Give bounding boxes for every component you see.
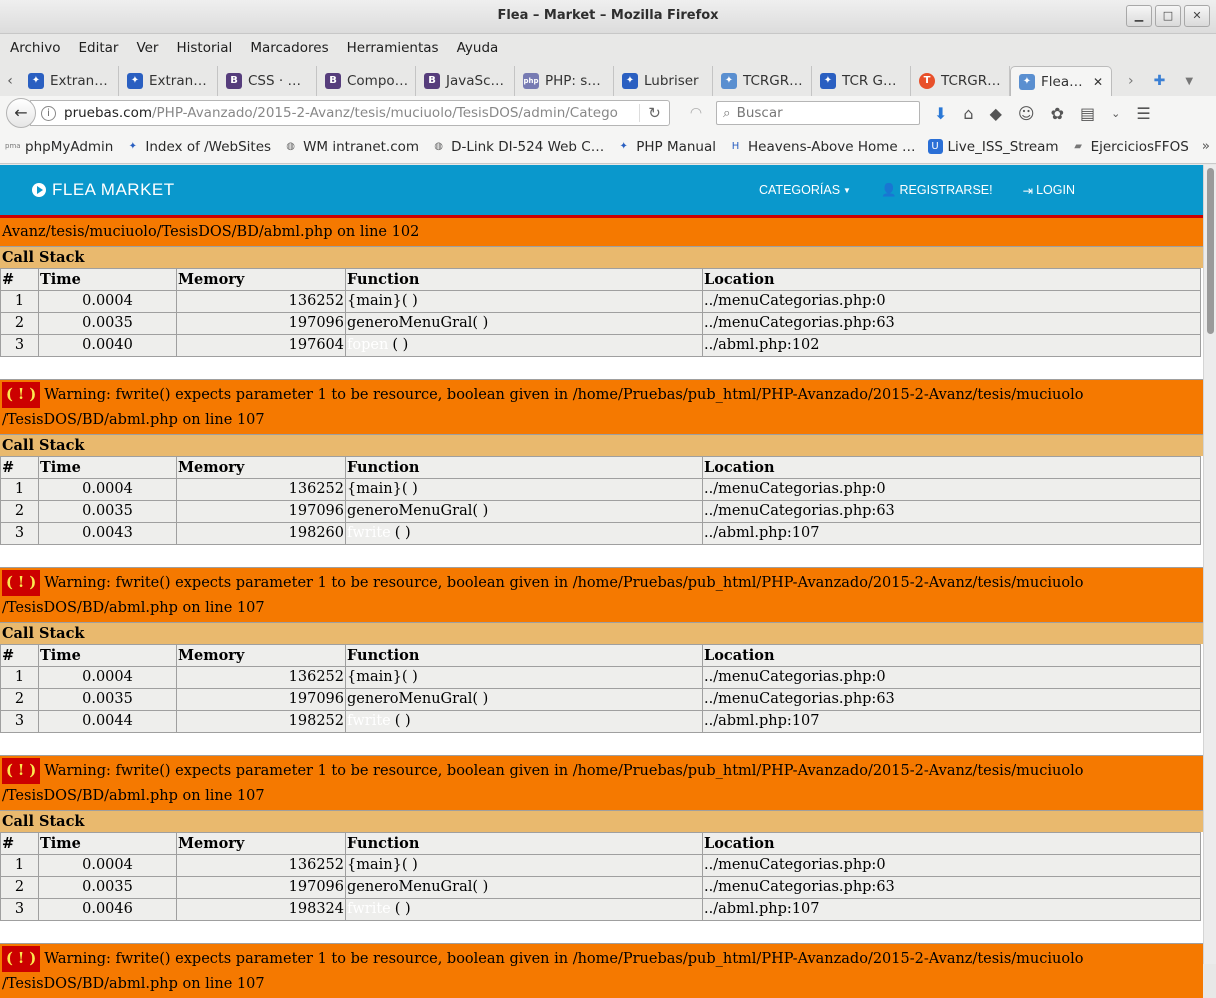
error-message: Warning: fwrite() expects parameter 1 to be resource, boolean given in /home/Pruebas/pub_html/PHP-Avanzado/2015-2-Avanz/tesis/muciuolo /TesisDOS/BD/abml.php on line 107 <box>2 951 1084 992</box>
table-cell: {main}( ) <box>346 291 703 313</box>
tabs-scroll-right-icon[interactable]: › <box>1128 73 1134 89</box>
error-header <box>0 379 1203 434</box>
bookmark-7[interactable] <box>1071 139 1189 155</box>
pma-icon: pma <box>5 142 21 150</box>
table-cell: 1 <box>1 855 39 877</box>
column-header: Memory <box>177 833 346 855</box>
tab-bar <box>0 62 1216 96</box>
table-header-row <box>1 645 1201 667</box>
table-row <box>1 877 1201 899</box>
menu-herramientas[interactable]: Herramientas <box>346 40 439 56</box>
table-cell: 198324 <box>177 899 346 921</box>
scrollbar-thumb[interactable] <box>1207 168 1214 334</box>
function-suffix: ( ) <box>394 525 411 541</box>
table-row <box>1 689 1201 711</box>
function-name: fwrite <box>347 525 391 541</box>
column-header: Time <box>39 645 177 667</box>
table-cell: generoMenuGral( ) <box>346 313 703 335</box>
caret-down-icon: ▼ <box>843 185 851 195</box>
table-cell: 0.0046 <box>39 899 177 921</box>
bookmark-label: Index of /WebSites <box>145 138 272 155</box>
login-icon: ⇥ <box>1022 183 1034 198</box>
tab-label: TCR G… <box>842 73 897 89</box>
bookmark-label: WM intranet.com <box>303 138 420 155</box>
menu-editar[interactable]: Editar <box>78 40 119 56</box>
table-row <box>1 667 1201 689</box>
bird-light-icon: ✦ <box>1019 74 1035 90</box>
close-window-button[interactable]: ✕ <box>1184 5 1210 27</box>
column-header: Location <box>703 457 1201 479</box>
table-cell: 3 <box>1 335 39 357</box>
table-cell: generoMenuGral( ) <box>346 689 703 711</box>
table-row <box>1 291 1201 313</box>
nav-registrarse[interactable] <box>881 183 993 198</box>
vertical-scrollbar[interactable] <box>1203 165 1216 964</box>
table-cell: 0.0035 <box>39 501 177 523</box>
table-cell <box>346 899 703 921</box>
bookmark-label: EjerciciosFFOS <box>1090 138 1189 155</box>
table-cell <box>346 711 703 733</box>
table-cell: ../abml.php:107 <box>703 523 1201 545</box>
table-cell: 136252 <box>177 855 346 877</box>
table-cell: {main}( ) <box>346 855 703 877</box>
table-cell: 0.0004 <box>39 291 177 313</box>
column-header: Function <box>346 833 703 855</box>
ustream-icon: U <box>928 139 943 154</box>
tab-label: JavaSc… <box>446 73 505 89</box>
table-cell: ../menuCategorias.php:0 <box>703 291 1201 313</box>
back-button[interactable]: ← <box>6 98 36 128</box>
column-header: # <box>1 645 39 667</box>
php-errors <box>0 215 1203 998</box>
menu-archivo[interactable]: Archivo <box>10 40 61 56</box>
column-header: Location <box>703 833 1201 855</box>
warning-icon: ( ! ) <box>2 946 40 972</box>
table-cell: 136252 <box>177 667 346 689</box>
bookmark-1[interactable] <box>125 139 271 155</box>
table-cell: 197096 <box>177 501 346 523</box>
table-cell: 3 <box>1 523 39 545</box>
table-cell: ../abml.php:107 <box>703 711 1201 733</box>
error-message: Warning: fwrite() expects parameter 1 to be resource, boolean given in /home/Pruebas/pub_html/PHP-Avanzado/2015-2-Avanz/tesis/muciuolo /TesisDOS/BD/abml.php on line 107 <box>2 575 1084 616</box>
call-stack-label: Call Stack <box>0 622 1203 644</box>
column-header: Time <box>39 457 177 479</box>
function-suffix: ( ) <box>394 901 411 917</box>
tab-7[interactable] <box>713 66 812 96</box>
column-header: Function <box>346 269 703 291</box>
table-row <box>1 899 1201 921</box>
table-cell: 198252 <box>177 711 346 733</box>
tab-8[interactable] <box>812 66 911 96</box>
tabs-scroll-left-icon[interactable]: ‹ <box>7 73 13 89</box>
site-header <box>0 165 1203 215</box>
function-suffix: ( ) <box>392 337 409 353</box>
blue-bird-icon: ✦ <box>28 73 44 89</box>
call-stack-table <box>0 644 1201 733</box>
warning-icon: ( ! ) <box>2 382 40 408</box>
bookmark-0[interactable] <box>5 139 113 155</box>
table-cell: 0.0004 <box>39 667 177 689</box>
navigation-toolbar <box>0 96 1216 130</box>
menu-ayuda[interactable]: Ayuda <box>456 40 499 56</box>
tab-5[interactable] <box>515 66 614 96</box>
table-cell: 197096 <box>177 877 346 899</box>
error-spacer <box>0 733 1203 755</box>
table-cell: ../menuCategorias.php:63 <box>703 689 1201 711</box>
bird-light-icon: ✦ <box>721 73 737 89</box>
table-cell: 136252 <box>177 479 346 501</box>
table-cell: 2 <box>1 313 39 335</box>
tab-list-icon[interactable]: ▼ <box>1185 75 1194 87</box>
bookmark-label: Heavens-Above Home … <box>748 138 916 155</box>
function-name: fopen <box>347 337 389 353</box>
bookmark-label: phpMyAdmin <box>25 138 114 155</box>
bookmark-label: PHP Manual <box>636 138 717 155</box>
error-header <box>0 215 1203 246</box>
column-header: # <box>1 457 39 479</box>
call-stack-label: Call Stack <box>0 434 1203 456</box>
table-row <box>1 501 1201 523</box>
menu-ver[interactable]: Ver <box>136 40 159 56</box>
chat-icon[interactable]: ☺ <box>1017 103 1035 123</box>
table-cell: 0.0043 <box>39 523 177 545</box>
call-stack-table <box>0 832 1201 921</box>
tab-label: Flea… <box>1041 73 1083 90</box>
maximize-button[interactable]: □ <box>1155 5 1181 27</box>
nav-registrarse-label: REGISTRARSE! <box>899 183 993 197</box>
tab-label: PHP: s… <box>545 73 601 89</box>
table-cell: ../menuCategorias.php:63 <box>703 877 1201 899</box>
tab-4[interactable] <box>416 66 515 96</box>
table-row <box>1 479 1201 501</box>
table-row <box>1 313 1201 335</box>
tab-10[interactable] <box>1010 66 1112 96</box>
blue-bird-icon: ✦ <box>127 73 143 89</box>
table-cell: generoMenuGral( ) <box>346 501 703 523</box>
table-cell: ../abml.php:102 <box>703 335 1201 357</box>
bookmarks-overflow-icon[interactable]: » <box>1201 138 1210 154</box>
menu-marcadores[interactable]: Marcadores <box>250 40 329 56</box>
column-header: Location <box>703 269 1201 291</box>
pocket-icon[interactable]: ◆ <box>989 103 1002 123</box>
nav-categorias[interactable] <box>759 183 851 198</box>
bootstrap-icon: B <box>424 73 440 89</box>
search-input[interactable] <box>716 101 920 125</box>
function-name: fwrite <box>347 713 391 729</box>
table-cell: generoMenuGral( ) <box>346 877 703 899</box>
function-name: fwrite <box>347 901 391 917</box>
tab-0[interactable] <box>20 66 119 96</box>
error-spacer <box>0 545 1203 567</box>
bootstrap-icon: B <box>226 73 242 89</box>
bookmark-label: D-Link DI-524 Web C… <box>451 138 605 155</box>
addon-icon[interactable]: ✿ <box>1050 103 1064 123</box>
table-cell: 0.0044 <box>39 711 177 733</box>
table-cell: 136252 <box>177 291 346 313</box>
globe-icon: ◍ <box>434 141 443 152</box>
table-cell <box>346 335 703 357</box>
url-path: /PHP-Avanzado/2015-2-Avanz/tesis/muciuolo/TesisDOS/admin/Catego <box>151 105 618 121</box>
reload-icon[interactable]: ↻ <box>639 104 669 122</box>
blue-bird-icon: ✦ <box>619 141 628 152</box>
error-header <box>0 943 1203 998</box>
table-cell: 1 <box>1 479 39 501</box>
chevron-down-icon[interactable]: ⌄ <box>1111 106 1121 120</box>
blue-bird-icon: ✦ <box>622 73 638 89</box>
rss-icon[interactable]: ◠ <box>689 105 703 121</box>
table-row <box>1 335 1201 357</box>
tab-label: CSS · … <box>248 73 301 89</box>
column-header: Memory <box>177 457 346 479</box>
bookmark-2[interactable] <box>283 139 419 155</box>
function-suffix: ( ) <box>394 713 411 729</box>
tab-label: TCRGR… <box>941 73 1001 89</box>
error-message: Warning: fwrite() expects parameter 1 to be resource, boolean given in /home/Pruebas/pub_html/PHP-Avanzado/2015-2-Avanz/tesis/muciuolo /TesisDOS/BD/abml.php on line 107 <box>2 387 1084 428</box>
search-icon: ⌕ <box>723 105 731 121</box>
column-header: Time <box>39 833 177 855</box>
table-cell: 197096 <box>177 689 346 711</box>
t-circle-icon: T <box>919 73 935 89</box>
table-row <box>1 855 1201 877</box>
call-stack-table <box>0 456 1201 545</box>
table-row <box>1 523 1201 545</box>
warning-icon: ( ! ) <box>2 758 40 784</box>
window-title: Flea – Market – Mozilla Firefox <box>497 8 719 23</box>
folder-icon: ▰ <box>1074 141 1082 152</box>
clipboard-icon[interactable]: ▤ <box>1079 103 1096 123</box>
tab-6[interactable] <box>614 66 713 96</box>
tab-2[interactable] <box>218 66 317 96</box>
tab-label: Compo… <box>347 73 409 89</box>
call-stack-label: Call Stack <box>0 246 1203 268</box>
error-message: Warning: fwrite() expects parameter 1 to be resource, boolean given in /home/Pruebas/pub_html/PHP-Avanzado/2015-2-Avanz/tesis/muciuolo /TesisDOS/BD/abml.php on line 107 <box>2 763 1084 804</box>
tab-label: Extran… <box>149 73 207 89</box>
site-info-icon[interactable]: i <box>41 106 56 121</box>
table-cell: 198260 <box>177 523 346 545</box>
site-brand[interactable] <box>32 180 175 200</box>
warning-icon: ( ! ) <box>2 570 40 596</box>
blue-bird-icon: ✦ <box>820 73 836 89</box>
blue-bird-icon: ✦ <box>128 141 138 152</box>
page-viewport <box>0 165 1203 992</box>
table-cell: 0.0035 <box>39 689 177 711</box>
table-cell: {main}( ) <box>346 667 703 689</box>
table-cell: 1 <box>1 291 39 313</box>
tab-1[interactable] <box>119 66 218 96</box>
table-cell: ../menuCategorias.php:63 <box>703 313 1201 335</box>
table-header-row <box>1 269 1201 291</box>
bookmark-3[interactable] <box>431 139 604 155</box>
table-header-row <box>1 833 1201 855</box>
minimize-button[interactable]: ▁ <box>1126 5 1152 27</box>
table-cell: 0.0004 <box>39 479 177 501</box>
play-circle-icon <box>32 183 46 197</box>
tab-3[interactable] <box>317 66 416 96</box>
bootstrap-icon: B <box>325 73 341 89</box>
tab-label: Lubriser <box>644 73 699 89</box>
tab-label: Extran… <box>50 73 108 89</box>
table-cell: 1 <box>1 667 39 689</box>
bookmark-4[interactable] <box>616 139 716 155</box>
table-cell: 3 <box>1 711 39 733</box>
window-titlebar <box>0 0 1216 34</box>
error-header <box>0 567 1203 622</box>
table-cell: ../menuCategorias.php:63 <box>703 501 1201 523</box>
table-cell: 0.0035 <box>39 313 177 335</box>
bookmark-5[interactable] <box>728 139 916 155</box>
column-header: # <box>1 833 39 855</box>
table-cell: ../menuCategorias.php:0 <box>703 479 1201 501</box>
nav-login-label: LOGIN <box>1036 183 1075 197</box>
menu-bar <box>0 34 1216 62</box>
table-cell: ../abml.php:107 <box>703 899 1201 921</box>
menu-historial[interactable]: Historial <box>176 40 233 56</box>
error-spacer <box>0 921 1203 943</box>
column-header: Time <box>39 269 177 291</box>
column-header: # <box>1 269 39 291</box>
error-header <box>0 755 1203 810</box>
error-message-tail: Avanz/tesis/muciuolo/TesisDOS/BD/abml.php on line 102 <box>2 224 420 240</box>
table-cell: ../menuCategorias.php:0 <box>703 855 1201 877</box>
table-cell: 0.0035 <box>39 877 177 899</box>
table-row <box>1 711 1201 733</box>
table-cell <box>346 523 703 545</box>
table-cell: {main}( ) <box>346 479 703 501</box>
table-cell: ../menuCategorias.php:0 <box>703 667 1201 689</box>
table-cell: 3 <box>1 899 39 921</box>
table-header-row <box>1 457 1201 479</box>
table-cell: 0.0004 <box>39 855 177 877</box>
tab-9[interactable] <box>911 66 1010 96</box>
table-cell: 0.0040 <box>39 335 177 357</box>
table-cell: 197096 <box>177 313 346 335</box>
table-cell: 2 <box>1 689 39 711</box>
nav-login[interactable] <box>1023 183 1075 198</box>
search-placeholder: Buscar <box>736 105 783 121</box>
nav-categorias-label: CATEGORÍAS <box>759 183 841 197</box>
url-bar[interactable] <box>30 100 670 126</box>
call-stack-label: Call Stack <box>0 810 1203 832</box>
column-header: Memory <box>177 645 346 667</box>
table-cell: 197604 <box>177 335 346 357</box>
column-header: Location <box>703 645 1201 667</box>
php-icon: php <box>523 73 539 89</box>
tab-label: TCRGR… <box>743 73 803 89</box>
downloads-icon[interactable]: ⬇ <box>934 103 948 123</box>
close-tab-icon[interactable]: ✕ <box>1092 74 1103 89</box>
url-host: pruebas.com <box>64 105 152 121</box>
new-tab-icon[interactable]: ✚ <box>1153 73 1166 89</box>
call-stack-table <box>0 268 1201 357</box>
brand-text: FLEA MARKET <box>52 180 175 199</box>
user-icon: 👤 <box>880 182 897 197</box>
error-spacer <box>0 357 1203 379</box>
globe-icon: ◍ <box>286 141 295 152</box>
hamburger-menu-icon[interactable]: ☰ <box>1136 103 1151 123</box>
column-header: Function <box>346 457 703 479</box>
table-cell: 2 <box>1 501 39 523</box>
ha-icon: H <box>731 141 740 152</box>
home-icon[interactable]: ⌂ <box>963 103 974 123</box>
bookmarks-toolbar <box>0 130 1216 164</box>
column-header: Function <box>346 645 703 667</box>
bookmark-6[interactable] <box>928 139 1059 155</box>
bookmark-label: Live_ISS_Stream <box>947 138 1059 155</box>
table-cell: 2 <box>1 877 39 899</box>
column-header: Memory <box>177 269 346 291</box>
